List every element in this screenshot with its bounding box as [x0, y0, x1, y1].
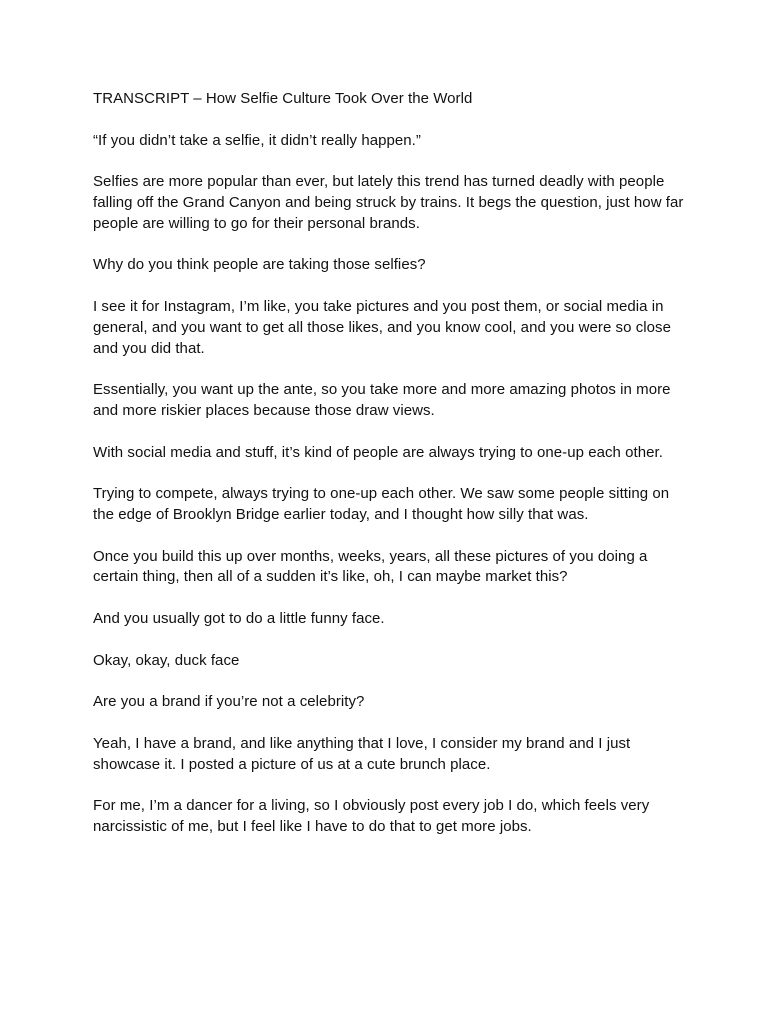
document-body — [93, 89, 693, 858]
paragraph-question-why: Why do you think people are taking those selfies? — [93, 256, 426, 274]
paragraph-duck-face: Okay, okay, duck face — [93, 651, 240, 669]
paragraph-dancer: For me, I’m a dancer for a living, so I obviously post every job I do, which feels very narcissistic of me, but I feel like I have to do that to get more jobs. — [93, 797, 650, 835]
paragraph-brunch: Yeah, I have a brand, and like anything that I love, I consider my brand and I just showcase it. I posted a picture of us at a cute brunch place. — [93, 734, 631, 773]
paragraph-market-this: Once you build this up over months, weeks, years, all these pictures of you doing a certain thing, then all of a sudden it’s like, oh, I can maybe market this? — [93, 547, 648, 586]
paragraph-question-brand: Are you a brand if you’re not a celebrity? — [93, 693, 365, 711]
paragraph-intro: Selfies are more popular than ever, but lately this trend has turned deadly with people falling off the Grand Canyon and being struck by trains. It begs the question, just how far people are willing to go for their personal brands. — [93, 173, 684, 232]
paragraph-quote: “If you didn’t take a selfie, it didn’t really happen.” — [93, 131, 421, 149]
document-title: TRANSCRIPT – How Selfie Culture Took Over the World — [93, 90, 473, 107]
paragraph-one-up: With social media and stuff, it’s kind of people are always trying to one-up each other. — [93, 443, 663, 461]
paragraph-instagram: I see it for Instagram, I’m like, you take pictures and you post them, or social media in general, and you want to get all those likes, and you know cool, and you were so close and you did that. — [93, 297, 671, 357]
paragraph-funny-face: And you usually got to do a little funny face. — [93, 609, 385, 627]
paragraph-brooklyn-bridge: Trying to compete, always trying to one-up each other. We saw some people sitting on the edge of Brooklyn Bridge earlier today, and I thought how silly that was. — [93, 485, 670, 523]
paragraph-up-the-ante: Essentially, you want up the ante, so you take more and more amazing photos in more and more riskier places because those draw views. — [93, 381, 671, 419]
